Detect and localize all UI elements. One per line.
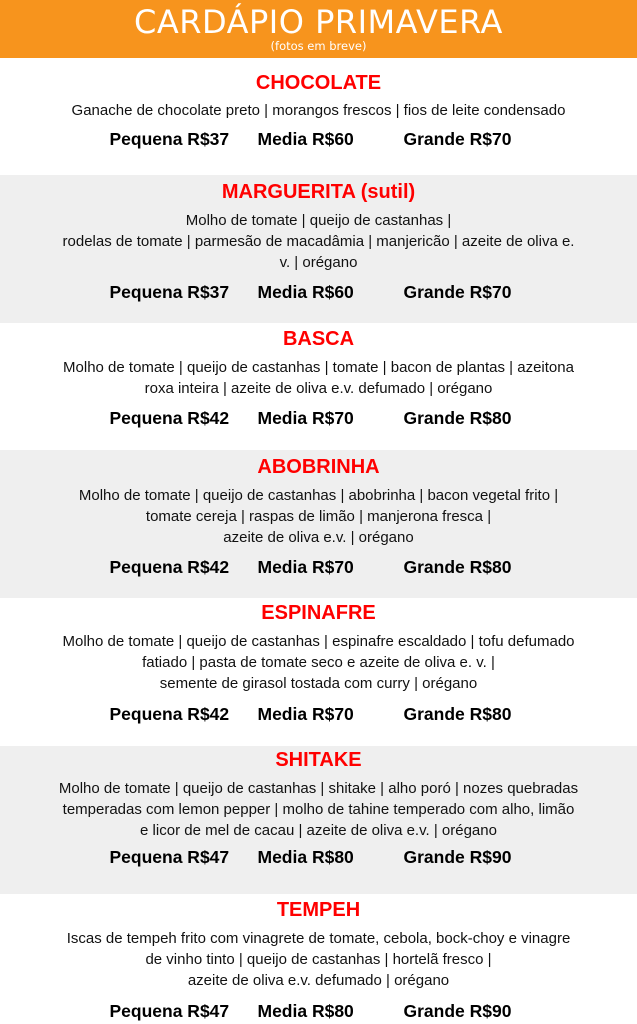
item-prices <box>0 1001 637 1022</box>
item-prices <box>0 847 637 868</box>
item-name: TEMPEH <box>276 899 361 921</box>
item-prices <box>0 129 637 150</box>
price-large: Grande R$70 <box>403 282 512 302</box>
price-large: Grande R$90 <box>403 1001 512 1021</box>
price-small: Pequena R$42 <box>109 704 230 724</box>
price-small: Pequena R$47 <box>109 1001 230 1021</box>
price-small: Pequena R$37 <box>109 282 230 302</box>
page-subtitle: (fotos em breve) <box>270 39 367 53</box>
price-small: Pequena R$47 <box>109 847 230 867</box>
item-description: Molho de tomate | queijo de castanhas | shitake | alho poró | nozes quebradas temperadas com lemon pepper | molho de tahine temperado com alho, limão e licor de mel de cacau | azeite de oliva e.v. | orégano <box>58 780 579 839</box>
item-name: CHOCOLATE <box>255 72 382 94</box>
price-small: Pequena R$37 <box>109 129 230 149</box>
price-small: Pequena R$42 <box>109 408 230 428</box>
price-large: Grande R$80 <box>403 557 512 577</box>
item-name: BASCA <box>282 328 355 350</box>
item-description: Molho de tomate | queijo de castanhas | rodelas de tomate | parmesão de macadâmia | manjericão | azeite de oliva e. v. | orégano <box>62 212 575 271</box>
price-medium: Media R$60 <box>257 129 354 149</box>
price-large: Grande R$80 <box>403 408 512 428</box>
price-large: Grande R$80 <box>403 704 512 724</box>
menu-item-shitake <box>0 746 637 894</box>
price-small: Pequena R$42 <box>109 557 230 577</box>
menu-item-chocolate <box>0 71 637 175</box>
item-prices <box>0 282 637 303</box>
menu-item-abobrinha <box>0 450 637 598</box>
price-medium: Media R$70 <box>257 704 354 724</box>
item-description: Molho de tomate | queijo de castanhas | tomate | bacon de plantas | azeitona roxa inteira | azeite de oliva e.v. defumado | orégano <box>63 359 574 397</box>
item-prices <box>0 557 637 578</box>
item-description: Ganache de chocolate preto | morangos frescos | fios de leite condensado <box>71 102 566 119</box>
price-medium: Media R$80 <box>257 1001 354 1021</box>
price-large: Grande R$90 <box>403 847 512 867</box>
item-name: SHITAKE <box>275 749 362 771</box>
item-name: MARGUERITA (sutil) <box>221 181 416 203</box>
item-prices <box>0 408 637 429</box>
menu-item-basca <box>0 323 637 450</box>
item-prices <box>0 704 637 725</box>
price-medium: Media R$60 <box>257 282 354 302</box>
item-description: Molho de tomate | queijo de castanhas | abobrinha | bacon vegetal frito | tomate cereja | raspas de limão | manjerona fresca | azeite de oliva e.v. | orégano <box>78 487 559 546</box>
menu-header <box>0 0 637 58</box>
item-description: Iscas de tempeh frito com vinagrete de tomate, cebola, bock-choy e vinagre de vinho tinto | queijo de castanhas | hortelã fresco | azeite de oliva e.v. defumado | orégano <box>66 930 571 989</box>
price-medium: Media R$70 <box>257 557 354 577</box>
price-large: Grande R$70 <box>403 129 512 149</box>
item-description: Molho de tomate | queijo de castanhas | espinafre escaldado | tofu defumado fatiado | pasta de tomate seco e azeite de oliva e. v. | semente de girasol tostada com curry | orégano <box>62 633 575 692</box>
menu-item-marguerita <box>0 175 637 323</box>
price-medium: Media R$80 <box>257 847 354 867</box>
page-title: CARDÁPIO PRIMAVERA <box>134 3 503 41</box>
item-name: ESPINAFRE <box>261 602 376 624</box>
price-medium: Media R$70 <box>257 408 354 428</box>
menu-item-espinafre <box>0 598 637 746</box>
item-name: ABOBRINHA <box>257 456 380 478</box>
menu-item-tempeh <box>0 894 637 1024</box>
